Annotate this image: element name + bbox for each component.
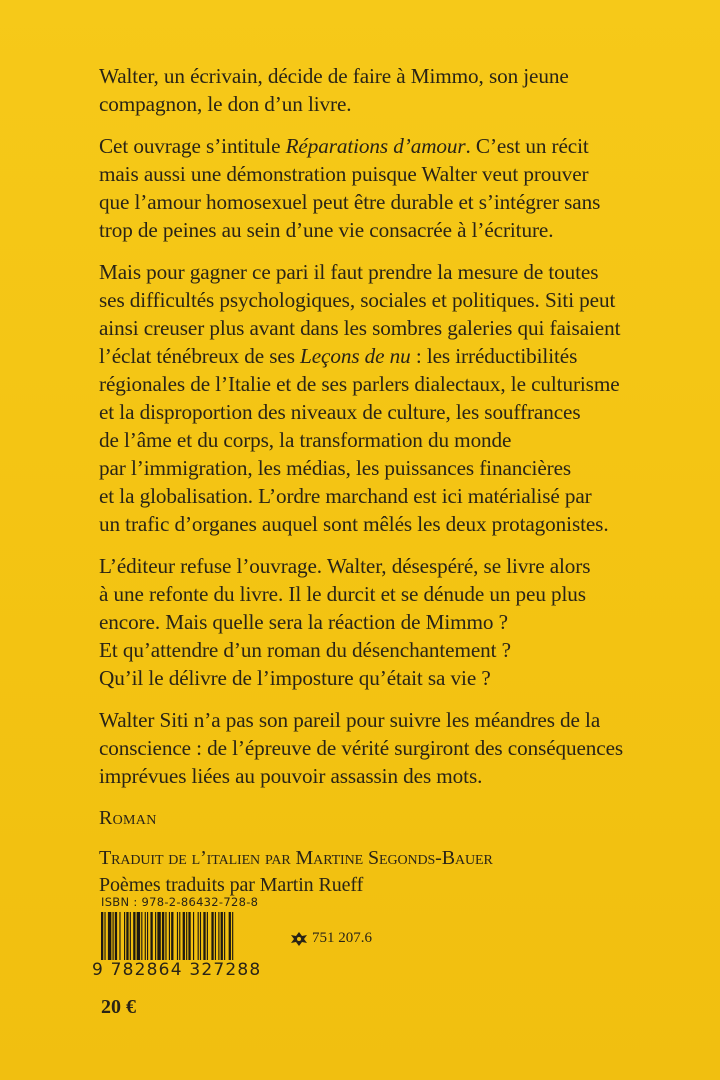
paragraph-5 [99, 706, 689, 790]
publisher-code: 751 207.6 [312, 930, 372, 946]
barcode-bar [147, 912, 148, 960]
text-line: Qu’il le délivre de l’imposture qu’était sa vie ? [99, 666, 491, 690]
barcode-bar [224, 912, 225, 960]
text-line: Mais pour gagner ce pari il faut prendre la mesure de toutes [99, 260, 599, 284]
barcode-bar [183, 912, 185, 960]
text-line: compagnon, le don d’un livre. [99, 92, 352, 116]
barcode-bar [150, 912, 152, 960]
barcode-bar [207, 912, 208, 960]
barcode-digits: 9 782864 327288 [92, 960, 262, 980]
credits [99, 845, 689, 899]
text-line: ainsi creuser plus avant dans les sombres galeries qui faisaient [99, 316, 621, 340]
barcode-bar [155, 912, 156, 960]
book-title: Leçons de nu [300, 344, 411, 368]
paragraph-3 [99, 258, 689, 538]
paragraph-1 [99, 62, 689, 118]
barcode [100, 912, 274, 960]
book-title: Réparations d’amour [285, 134, 466, 158]
barcode-bar [104, 912, 105, 960]
price: 20 € [101, 996, 136, 1018]
barcode-bar [193, 912, 194, 960]
genre-label: Roman [99, 807, 157, 829]
publisher-mark [290, 930, 372, 947]
text-line: Et qu’attendre d’un roman du désenchantement ? [99, 638, 511, 662]
barcode-bar [145, 912, 146, 960]
paragraph-2 [99, 132, 689, 244]
text-line: et la disproportion des niveaux de culture, les souffrances [99, 400, 581, 424]
barcode-bar [171, 912, 173, 960]
barcode-bar [133, 912, 135, 960]
poems-credit: Poèmes traduits par Martin Rueff [99, 874, 364, 896]
barcode-bar [137, 912, 140, 960]
text-line: l’éclat ténébreux de ses Leçons de nu : les irréductibilités [99, 344, 578, 368]
text-line: régionales de l’Italie et de ses parlers dialectaux, le culturisme [99, 372, 620, 396]
barcode-bar [198, 912, 199, 960]
barcode-bar [162, 912, 164, 960]
barcode-bar [232, 912, 233, 960]
text-line: et la globalisation. L’ordre marchand est ici matérialisé par [99, 484, 592, 508]
barcode-bar [108, 912, 111, 960]
text-line: Cet ouvrage s’intitule Réparations d’amour. C’est un récit [99, 134, 589, 158]
isbn: ISBN : 978-2-86432-728-8 [101, 895, 259, 909]
text-line: conscience : de l’épreuve de vérité surgiront des conséquences [99, 736, 624, 760]
text-line: Walter Siti n’a pas son pareil pour suivre les méandres de la [99, 708, 601, 732]
barcode-bar [119, 912, 120, 960]
barcode-bar [101, 912, 103, 960]
text-line: mais aussi une démonstration puisque Walter veut prouver [99, 162, 589, 186]
text-line: trop de peines au sein d’une vie consacrée à l’écriture. [99, 218, 554, 242]
paragraph-4 [99, 552, 689, 692]
text-line: encore. Mais quelle sera la réaction de Mimmo ? [99, 610, 508, 634]
barcode-bar [188, 912, 190, 960]
barcode-bar [115, 912, 117, 960]
text-line: que l’amour homosexuel peut être durable et s’intégrer sans [99, 190, 601, 214]
barcode-bar [130, 912, 131, 960]
barcode-bar [169, 912, 170, 960]
barcode-bar [141, 912, 142, 960]
barcode-bar [165, 912, 166, 960]
text-line: un trafic d’organes auquel sont mêlés les deux protagonistes. [99, 512, 609, 536]
barcode-bar [221, 912, 223, 960]
text-line: L’éditeur refuse l’ouvrage. Walter, désespéré, se livre alors [99, 554, 591, 578]
barcode-bar [177, 912, 178, 960]
barcode-bar [157, 912, 160, 960]
barcode-bar [215, 912, 216, 960]
text-line: par l’immigration, les médias, les puissances financières [99, 456, 572, 480]
publisher-logo-icon [290, 931, 308, 947]
barcode-bar [124, 912, 125, 960]
barcode-bar [179, 912, 180, 960]
barcode-bar [113, 912, 114, 960]
barcode-bar [211, 912, 213, 960]
text-line: à une refonte du livre. Il le durcit et se dénude un peu plus [99, 582, 586, 606]
text-line: imprévues liées au pouvoir assassin des mots. [99, 764, 483, 788]
barcode-bar [126, 912, 128, 960]
barcode-bar [218, 912, 219, 960]
translator-credit: Traduit de l’italien par Martine Segonds-Bauer [99, 847, 493, 869]
text-line: Walter, un écrivain, décide de faire à Mimmo, son jeune [99, 64, 569, 88]
barcode-bar [200, 912, 201, 960]
text-line: ses difficultés psychologiques, sociales et politiques. Siti peut [99, 288, 616, 312]
text-line: de l’âme et du corps, la transformation du monde [99, 428, 512, 452]
barcode-bar [203, 912, 205, 960]
barcode-bar [186, 912, 187, 960]
blurb [99, 62, 689, 899]
barcode-bar [229, 912, 231, 960]
